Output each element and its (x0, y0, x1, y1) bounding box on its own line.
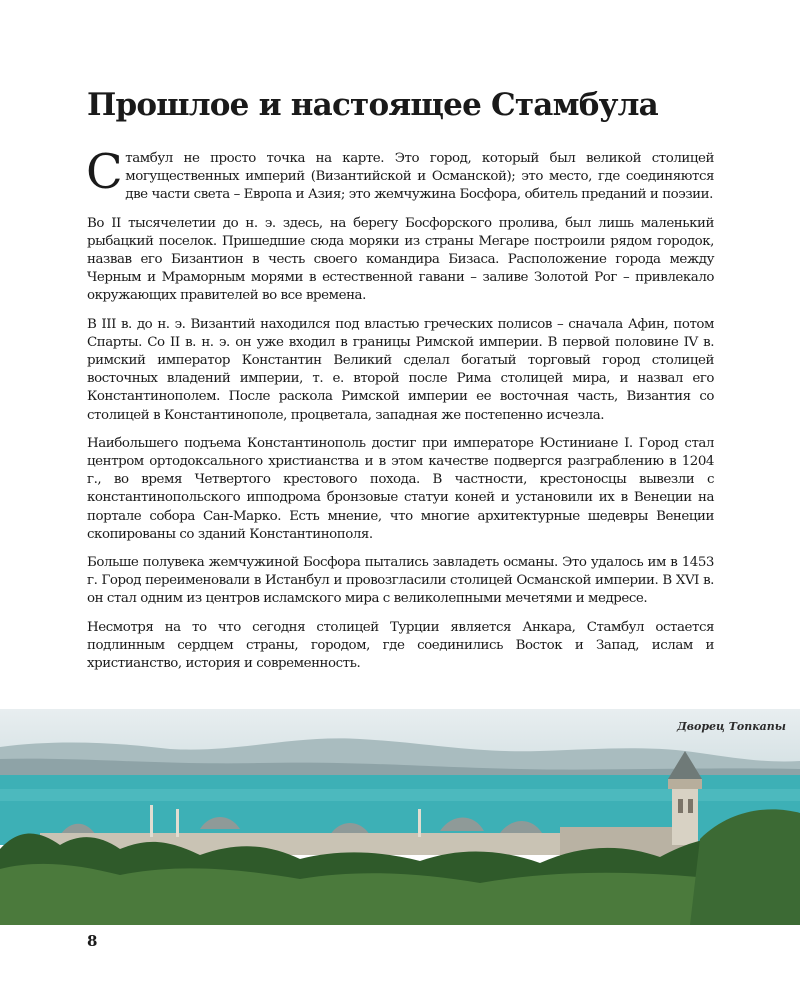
panorama-illustration (0, 709, 800, 925)
paragraph-intro (86, 144, 714, 205)
paragraph: В III в. до н. э. Византий находился под властью греческих полисов – сначала Афин, потом Спарты. Со II в. н. э. он уже входил в границы Римской империи. В первой половине IV в. римский император Константин Великий сделал богатый торговый город столицей восточных владений империи, т. е. второй после Рима столицей мира, и назвал его Константинополем. После раскола Римской империи ее восточная часть, Византия со столицей в Константинополе, процветала, западная же постепенно исчезла. (87, 316, 714, 423)
paragraph: Во II тысячелетии до н. э. здесь, на берегу Босфорского пролива, был лишь маленький рыбацкий поселок. Пришедшие сюда моряки из страны Мегаре построили рядом городок, назвав его Бизантион в честь своего командира Бизаса. Расположение города между Черным и Мраморным морями в естественной гавани – заливе Золотой Рог – привлекало окружающих правителей во все времена. (87, 215, 714, 304)
photo-caption: Дворец Топкапы (677, 720, 786, 733)
page-number: 8 (87, 932, 98, 950)
paragraph: Несмотря на то что сегодня столицей Турции является Анкара, Стамбул остается подлинным сердцем страны, городом, где соединились Восток и Запад, ислам и христианство, история и современность. (87, 619, 714, 672)
drop-cap: С (86, 144, 123, 200)
topkapi-palace-photo (0, 709, 800, 925)
paragraph-text: тамбул не просто точка на карте. Это город, который был великой столицей могущественных империй (Византийской и Османской); это место, где соединяются две части света – Европа и Азия; это жемчужина Босфора, обитель преданий и поэзии. (125, 151, 714, 203)
paragraph: Наибольшего подъема Константинополь достиг при императоре Юстиниане I. Город стал центром ортодоксального христианства и в этом качестве подвергся разграблению в 1204 г., во время Четвертого крестового похода. В частности, крестоносцы вывезли с константинопольского ипподрома бронзовые статуи коней и установили их в Венеции на портале собора Сан-Марко. Есть мнение, что многие архитектурные шедевры Венеции скопированы со зданий Константинополя. (87, 435, 714, 542)
paragraph: Больше полувека жемчужиной Босфора пытались завладеть османы. Это удалось им в 1453 г. Город переименовали в Истанбул и провозгласили столицей Османской империи. В XVI в. он стал одним из центров исламского мира с великолепными мечетями и медресе. (87, 555, 714, 607)
article-body (86, 144, 714, 683)
page-title: Прошлое и настоящее Стамбула (87, 87, 658, 123)
